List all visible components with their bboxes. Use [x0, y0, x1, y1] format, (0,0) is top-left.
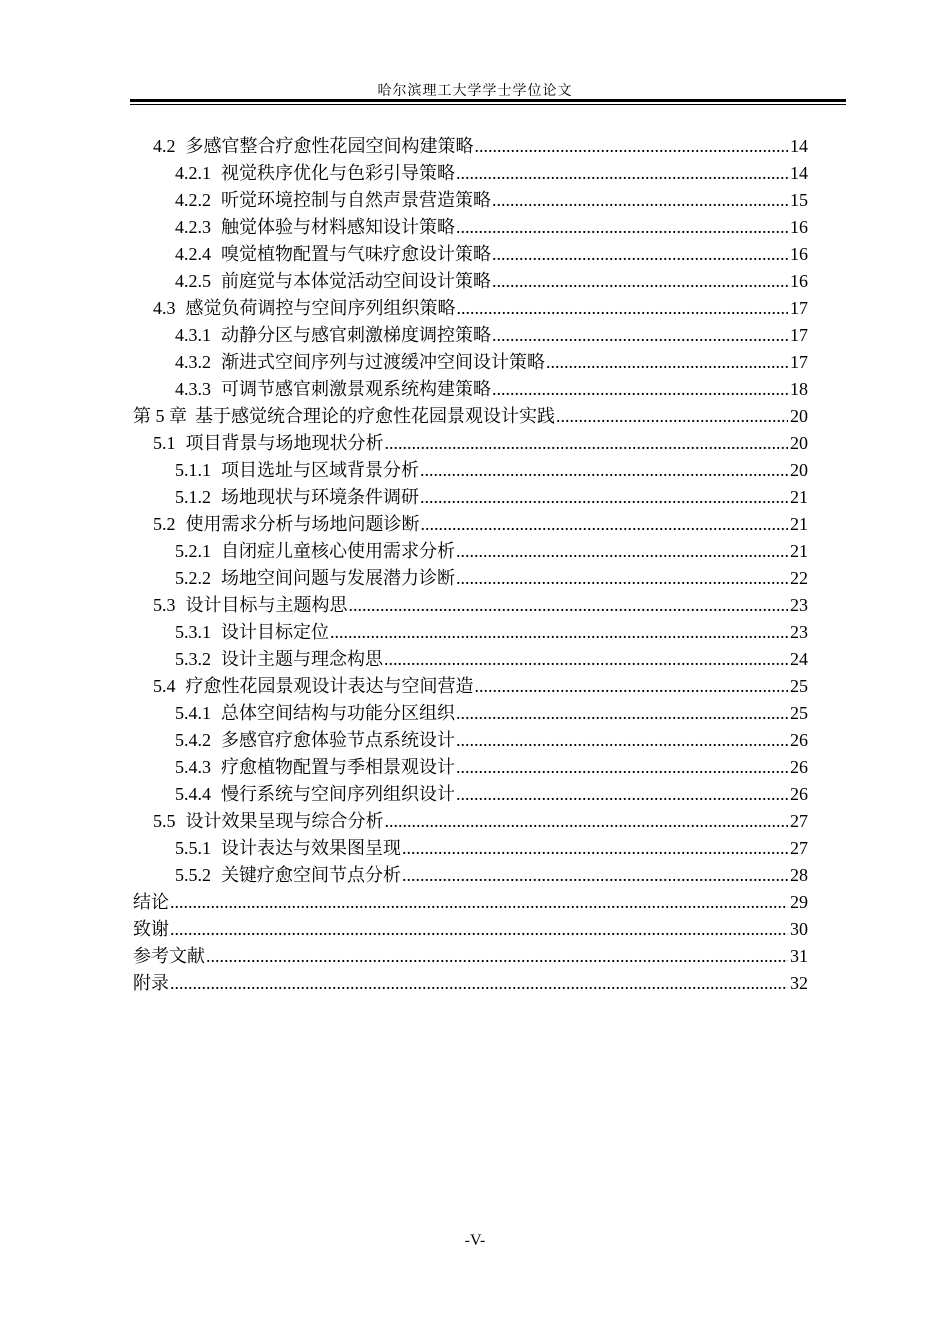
- toc-entry-number: 5.5.1: [175, 838, 211, 858]
- toc-entry[interactable]: [133, 889, 808, 916]
- toc-entry[interactable]: [133, 457, 808, 484]
- toc-entry-title: 场地现状与环境条件调研: [221, 487, 419, 507]
- toc-entry-number: 5.1: [153, 433, 176, 453]
- toc-entry-page: 25: [790, 676, 808, 696]
- toc-entry-number: 5.3: [153, 595, 176, 615]
- toc-entry-number: 5.4.4: [175, 784, 211, 804]
- toc-dot-leader: [475, 673, 789, 700]
- toc-entry-page: 21: [790, 514, 808, 534]
- toc-entry-page: 30: [790, 919, 808, 939]
- toc-entry-page: 21: [790, 487, 808, 507]
- toc-entry-page: 17: [790, 352, 808, 372]
- toc-entry-number: 5.4: [153, 676, 176, 696]
- toc-entry-number: 5.5.2: [175, 865, 211, 885]
- toc-entry-title: 嗅觉植物配置与气味疗愈设计策略: [221, 244, 491, 264]
- toc-entry-title: 设计目标与主题构思: [185, 595, 348, 615]
- toc-dot-leader: [170, 916, 788, 943]
- header-rule-thin: [130, 104, 846, 105]
- toc-entry-number: 4.2.4: [175, 244, 211, 264]
- toc-entry-page: 20: [790, 406, 808, 426]
- toc-entry-number: 5.1.2: [175, 487, 211, 507]
- toc-entry-page: 20: [790, 433, 808, 453]
- toc-entry-page: 26: [790, 757, 808, 777]
- toc-dot-leader: [492, 187, 788, 214]
- toc-entry-page: 23: [790, 595, 808, 615]
- toc-entry-page: 20: [790, 460, 808, 480]
- toc-dot-leader: [402, 835, 788, 862]
- toc-entry[interactable]: [133, 727, 808, 754]
- toc-dot-leader: [170, 970, 788, 997]
- toc-entry-page: 21: [790, 541, 808, 561]
- toc-dot-leader: [492, 268, 788, 295]
- toc-entry-page: 32: [790, 973, 808, 993]
- toc-entry-title: 自闭症儿童核心使用需求分析: [221, 541, 455, 561]
- toc-entry-title: 使用需求分析与场地问题诊断: [185, 514, 420, 534]
- toc-entry[interactable]: [133, 565, 808, 592]
- toc-entry-number: 4.2.1: [175, 163, 211, 183]
- toc-entry[interactable]: [133, 295, 808, 322]
- toc-entry-page: 16: [790, 271, 808, 291]
- toc-entry[interactable]: [133, 781, 808, 808]
- toc-entry[interactable]: [133, 835, 808, 862]
- toc-entry-title: 关键疗愈空间节点分析: [221, 865, 401, 885]
- toc-entry-number: 5.4.1: [175, 703, 211, 723]
- toc-dot-leader: [170, 889, 788, 916]
- toc-entry-title: 疗愈性花园景观设计表达与空间营造: [185, 676, 474, 696]
- toc-entry-title: 设计目标定位: [221, 622, 329, 642]
- toc-entry-number: 5.4.2: [175, 730, 211, 750]
- toc-entry[interactable]: [133, 916, 808, 943]
- toc-entry-page: 28: [790, 865, 808, 885]
- toc-entry-page: 15: [790, 190, 808, 210]
- toc-entry-number: 5.4.3: [175, 757, 211, 777]
- toc-entry-page: 26: [790, 784, 808, 804]
- toc-entry[interactable]: [133, 754, 808, 781]
- toc-dot-leader: [456, 538, 788, 565]
- toc-entry[interactable]: [133, 862, 808, 889]
- header-rule-thick: [130, 99, 846, 102]
- toc-dot-leader: [385, 430, 789, 457]
- toc-dot-leader: [475, 133, 789, 160]
- toc-entry-title: 多感官疗愈体验节点系统设计: [221, 730, 455, 750]
- toc-entry-number: 5.2.2: [175, 568, 211, 588]
- toc-entry[interactable]: [133, 808, 808, 835]
- toc-entry-title: 感觉负荷调控与空间序列组织策略: [185, 298, 456, 318]
- table-of-contents: [133, 133, 808, 997]
- toc-entry[interactable]: [133, 592, 808, 619]
- toc-entry[interactable]: [133, 349, 808, 376]
- toc-entry-number: 4.3: [153, 298, 176, 318]
- toc-dot-leader: [456, 781, 788, 808]
- page-header-title: 哈尔滨理工大学学士学位论文: [377, 84, 573, 99]
- toc-entry-page: 17: [790, 298, 808, 318]
- toc-entry-page: 24: [790, 649, 808, 669]
- toc-entry[interactable]: [133, 619, 808, 646]
- toc-entry-page: 14: [790, 163, 808, 183]
- toc-entry-page: 22: [790, 568, 808, 588]
- toc-entry[interactable]: [133, 646, 808, 673]
- toc-entry-title: 前庭觉与本体觉活动空间设计策略: [221, 271, 491, 291]
- toc-entry[interactable]: [133, 538, 808, 565]
- toc-entry-page: 27: [790, 838, 808, 858]
- toc-entry-number: 4.3.2: [175, 352, 211, 372]
- toc-dot-leader: [456, 727, 788, 754]
- toc-dot-leader: [385, 808, 789, 835]
- toc-entry-title: 设计表达与效果图呈现: [221, 838, 401, 858]
- toc-entry-title: 渐进式空间序列与过渡缓冲空间设计策略: [221, 352, 545, 372]
- toc-dot-leader: [456, 160, 788, 187]
- toc-entry-number: 4.3.1: [175, 325, 211, 345]
- toc-entry-title: 场地空间问题与发展潜力诊断: [221, 568, 455, 588]
- toc-entry-title: 附录: [133, 973, 169, 993]
- toc-entry[interactable]: [133, 484, 808, 511]
- toc-entry-title: 动静分区与感官刺激梯度调控策略: [221, 325, 491, 345]
- toc-dot-leader: [384, 646, 788, 673]
- toc-entry-title: 设计主题与理念构思: [221, 649, 383, 669]
- toc-dot-leader: [457, 295, 789, 322]
- toc-entry-page: 18: [790, 379, 808, 399]
- toc-entry-title: 慢行系统与空间序列组织设计: [221, 784, 455, 804]
- toc-entry-title: 视觉秩序优化与色彩引导策略: [221, 163, 455, 183]
- toc-entry-number: 4.2.3: [175, 217, 211, 237]
- toc-entry-title: 基于感觉统合理论的疗愈性花园景观设计实践: [195, 406, 555, 426]
- toc-entry-title: 设计效果呈现与综合分析: [185, 811, 384, 831]
- toc-dot-leader: [456, 214, 788, 241]
- toc-entry[interactable]: [133, 376, 808, 403]
- toc-dot-leader: [402, 862, 788, 889]
- toc-dot-leader: [330, 619, 788, 646]
- toc-entry-title: 多感官整合疗愈性花园空间构建策略: [185, 136, 474, 156]
- toc-entry-page: 16: [790, 244, 808, 264]
- toc-entry[interactable]: [133, 970, 808, 997]
- toc-entry[interactable]: [133, 187, 808, 214]
- toc-entry[interactable]: [133, 700, 808, 727]
- toc-entry-page: 31: [790, 946, 808, 966]
- toc-entry-title: 结论: [133, 892, 169, 912]
- toc-entry-number: 5.5: [153, 811, 176, 831]
- toc-entry-title: 触觉体验与材料感知设计策略: [221, 217, 455, 237]
- toc-entry[interactable]: [133, 133, 808, 160]
- toc-entry-title: 听觉环境控制与自然声景营造策略: [221, 190, 491, 210]
- toc-entry[interactable]: [133, 673, 808, 700]
- toc-entry[interactable]: [133, 430, 808, 457]
- toc-dot-leader: [546, 349, 788, 376]
- toc-entry-page: 27: [790, 811, 808, 831]
- toc-entry-number: 4.2.2: [175, 190, 211, 210]
- toc-entry-number: 4.3.3: [175, 379, 211, 399]
- toc-dot-leader: [456, 754, 788, 781]
- toc-dot-leader: [349, 592, 789, 619]
- toc-dot-leader: [421, 511, 789, 538]
- toc-entry-page: 14: [790, 136, 808, 156]
- toc-entry[interactable]: [133, 268, 808, 295]
- toc-entry[interactable]: [133, 403, 808, 430]
- toc-entry-number: 5.2: [153, 514, 176, 534]
- toc-dot-leader: [420, 457, 788, 484]
- toc-entry-title: 疗愈植物配置与季相景观设计: [221, 757, 455, 777]
- toc-entry[interactable]: [133, 241, 808, 268]
- toc-entry[interactable]: [133, 511, 808, 538]
- toc-entry-title: 项目背景与场地现状分析: [185, 433, 384, 453]
- toc-entry-page: 23: [790, 622, 808, 642]
- toc-entry-number: 5.3.1: [175, 622, 211, 642]
- toc-entry-page: 17: [790, 325, 808, 345]
- toc-dot-leader: [492, 376, 788, 403]
- toc-dot-leader: [492, 241, 788, 268]
- toc-entry-number: 4.2.5: [175, 271, 211, 291]
- toc-entry-page: 29: [790, 892, 808, 912]
- toc-entry-number: 5.3.2: [175, 649, 211, 669]
- toc-dot-leader: [420, 484, 788, 511]
- toc-entry-page: 16: [790, 217, 808, 237]
- toc-entry[interactable]: [133, 160, 808, 187]
- toc-entry-number: 5.1.1: [175, 460, 211, 480]
- toc-dot-leader: [456, 700, 788, 727]
- toc-entry[interactable]: [133, 214, 808, 241]
- toc-entry-number: 5.2.1: [175, 541, 211, 561]
- toc-entry-title: 致谢: [133, 919, 169, 939]
- toc-entry-title: 参考文献: [133, 946, 205, 966]
- toc-entry-title: 可调节感官刺激景观系统构建策略: [221, 379, 491, 399]
- toc-entry[interactable]: [133, 943, 808, 970]
- toc-entry-number: 4.2: [153, 136, 176, 156]
- toc-dot-leader: [556, 403, 788, 430]
- page-number: -V-: [464, 1232, 486, 1249]
- toc-dot-leader: [206, 943, 788, 970]
- toc-entry-title: 项目选址与区域背景分析: [221, 460, 419, 480]
- toc-entry-title: 总体空间结构与功能分区组织: [221, 703, 455, 723]
- toc-entry-number: 第 5 章: [133, 406, 187, 426]
- toc-dot-leader: [456, 565, 788, 592]
- toc-entry-page: 26: [790, 730, 808, 750]
- toc-dot-leader: [492, 322, 788, 349]
- toc-entry[interactable]: [133, 322, 808, 349]
- toc-entry-page: 25: [790, 703, 808, 723]
